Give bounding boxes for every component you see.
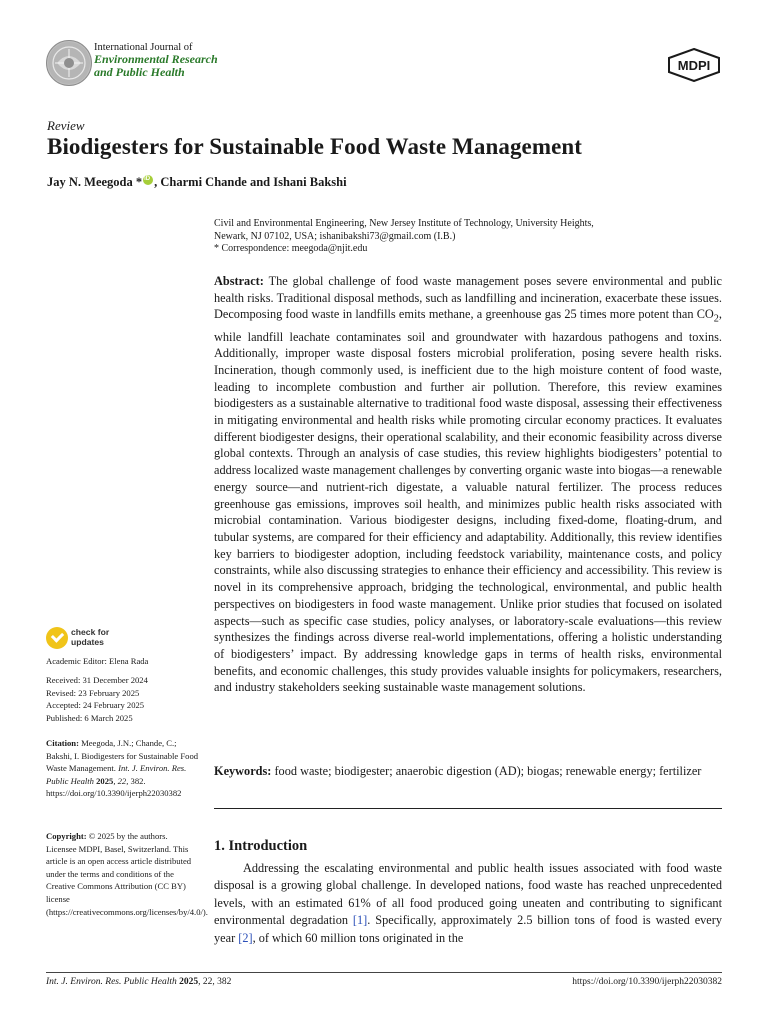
- copyright-label: Copyright:: [46, 831, 87, 841]
- author-list: [47, 175, 347, 190]
- check-line1: check for: [71, 627, 110, 637]
- footer-year: 2025: [179, 977, 199, 987]
- intro-text-1: Addressing the escalating environmental and public health issues associated with food waste disposal is a growing global challenge. In developed nations, food waste has reached unprecedented levels, with an estimated 61% of all food produced going uneaten and contributing to significant environmental degradation: [214, 861, 722, 928]
- citation-journal: Int. J. Environ. Res. Public Health: [46, 763, 187, 786]
- keywords-label: Keywords:: [214, 764, 272, 778]
- citation: [46, 737, 202, 800]
- citation-volume: , 22,: [113, 775, 129, 786]
- correspondence: * Correspondence: meegoda@njit.edu: [214, 243, 368, 255]
- author-1[interactable]: Jay N. Meegoda *: [47, 175, 143, 189]
- journal-name-line1: International Journal of: [94, 42, 193, 53]
- copyright: [46, 830, 208, 918]
- intro-text-2: . Specifically, approximately 2.5 billion tons of food is wasted every year: [214, 913, 722, 945]
- footer-volume: , 22, 382: [198, 977, 232, 987]
- copyright-text: © 2025 by the authors. Licensee MDPI, Basel, Switzerland. This article is an open access article distributed under the terms and conditions of the Creative Commons Attribution (CC BY) license (https://creativecommons.org/licenses/by/4.0/).: [46, 831, 208, 917]
- journal-logo: [46, 40, 92, 86]
- dates: [46, 674, 198, 724]
- mdpi-logo: [667, 48, 721, 82]
- citation-year: 2025: [93, 775, 114, 786]
- abstract-text-2: , while landfill leachate contaminates soil and groundwater with hazardous pathogens and toxins. Additionally, improper waste disposal fosters microbial proliferation, posing severe health risks. Incineration, though commonly used, is inefficient due to the high moisture content of food waste, leading to incomplete combustion and further air pollution. Therefore, this review examines biodigesters as a sustainable alternative to traditional food waste disposal, assessing their effectiveness in mitigating environmental and health risks while promoting circular economy practices. It evaluates different biodigester designs, their operational scalability, and their economic feasibility across diverse global contexts. Through an analysis of case studies, this review highlights biodigesters’ potential to address localized waste management challenges by converting organic waste into biogas—a renewable energy source—and nutrient-rich digestate, a valuable natural fertilizer. The process reduces greenhouse gas emissions, improves soil health, and minimizes public health risks associated with microbial contamination. Various biodigester designs, including fixed-dome, floating-drum, and tubular systems, are compared for their efficiency and adaptability. Additionally, this review identifies key barriers to biodigester adoption, including feedstock variability, maintenance costs, and policy constraints, while also discussing strategies to enhance their efficiency and accessibility. This review is novel in its comprehensive approach, bridging the technological, environmental, and public health perspectives on biodigesters in food waste management. Unlike prior studies that focused on isolated aspects—such as specific case studies, policy analyses, or laboratory-scale evaluations—this review synthesizes the findings across diverse real-world implementations, offering a holistic understanding of biodigesters’ impact. By addressing knowledge gaps in terms of health risks, environmental benefits, and economic challenges, this study provides valuable insights for policymakers, researchers, and industry stakeholders seeking sustainable waste management solutions.: [214, 307, 722, 695]
- intro-text-3: , of which 60 million tons originated in the: [252, 930, 464, 945]
- article-title: Biodigesters for Sustainable Food Waste Management: [47, 134, 583, 159]
- footer-citation: [46, 977, 231, 987]
- orcid-icon[interactable]: [143, 175, 153, 185]
- checkmark-icon: [46, 627, 68, 649]
- affiliation: [214, 218, 724, 256]
- reference-link-2[interactable]: [2]: [238, 930, 253, 945]
- footer-journal: Int. J. Environ. Res. Public Health: [46, 977, 177, 987]
- accepted-date: Accepted: 24 February 2025: [46, 700, 145, 711]
- other-authors: , Charmi Chande and Ishani Bakshi: [154, 175, 347, 189]
- reference-link-1[interactable]: [1]: [352, 913, 368, 928]
- citation-label: Citation:: [46, 738, 79, 748]
- section-divider: [214, 808, 722, 809]
- section-heading-introduction: 1. Introduction: [214, 838, 308, 854]
- journal-name-line2: Environmental Research: [94, 52, 218, 66]
- academic-editor: Academic Editor: Elena Rada: [46, 656, 149, 666]
- abstract-text-1: The global challenge of food waste management poses severe environmental and public health risks. Traditional disposal methods, such as landfilling and incineration, exacerbate these issues. Decomposing food waste in landfills emits methane, a greenhouse gas 25 times more potent than CO: [214, 274, 722, 322]
- check-for-updates-badge[interactable]: [46, 625, 126, 655]
- citation-doi[interactable]: 382. https://doi.org/10.3390/ijerph22030382: [46, 775, 182, 799]
- intro-paragraph: [214, 860, 722, 947]
- footer-doi-link[interactable]: https://doi.org/10.3390/ijerph22030382: [572, 977, 722, 987]
- abstract-subscript: 2: [713, 313, 719, 325]
- check-line2: updates: [71, 637, 104, 647]
- citation-text-1: Meegoda, J.N.; Chande, C.; Bakshi, I. Biodigesters for Sustainable Food Waste Management.: [46, 738, 199, 774]
- affiliation-line2: Newark, NJ 07102, USA; ishanibakshi73@gmail.com (I.B.): [214, 230, 456, 242]
- published-date: Published: 6 March 2025: [46, 712, 133, 723]
- journal-name-line3: and Public Health: [94, 65, 185, 79]
- abstract-label: Abstract:: [214, 274, 264, 288]
- article-type: Review: [47, 118, 85, 133]
- footer-divider: [46, 972, 722, 973]
- abstract: [214, 273, 722, 696]
- received-date: Received: 31 December 2024: [46, 675, 148, 685]
- keywords-text: food waste; biodigester; anaerobic digestion (AD); biogas; renewable energy; fertilizer: [271, 764, 702, 778]
- affiliation-line1: Civil and Environmental Engineering, New Jersey Institute of Technology, University Heights,: [214, 218, 594, 229]
- keywords: [214, 763, 722, 780]
- mdpi-logo-text: MDPI: [677, 58, 711, 73]
- journal-name: [94, 53, 218, 79]
- revised-date: Revised: 23 February 2025: [46, 687, 140, 698]
